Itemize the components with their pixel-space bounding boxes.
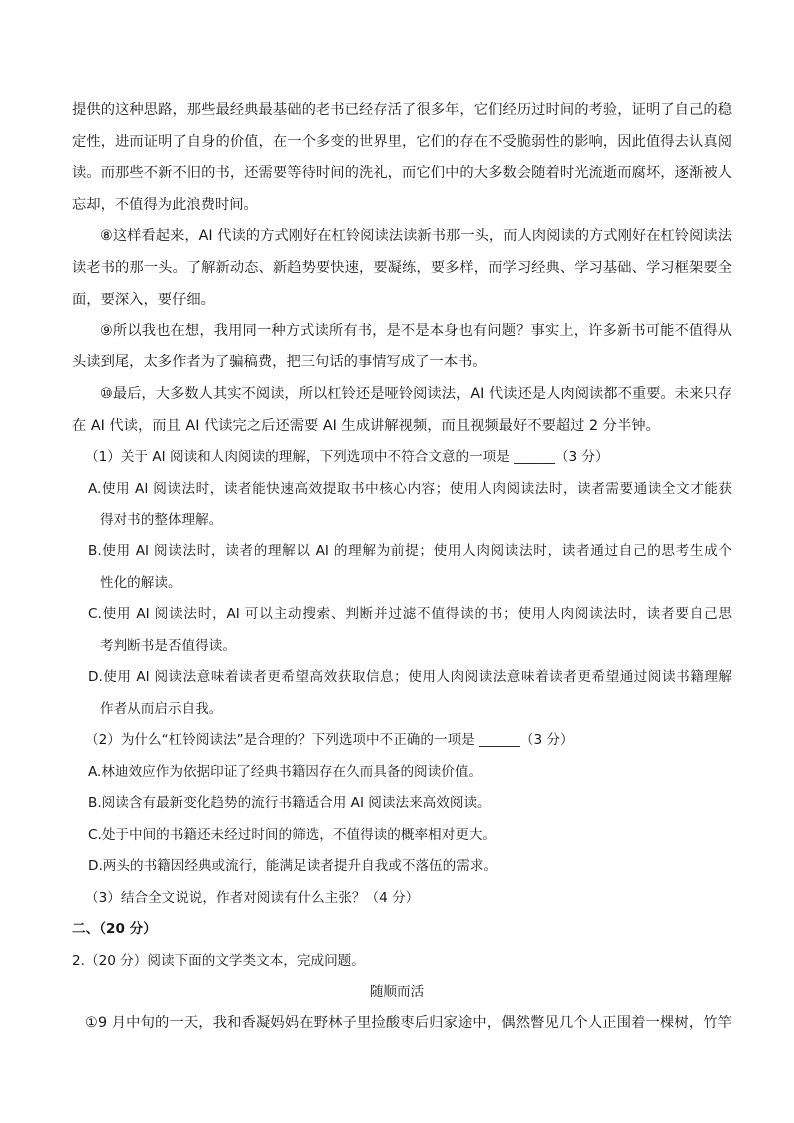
paragraph-line: 读老书的那一头。了解新动态、新趋势要快速，要凝练，要多样，而学习经典、学习基础、学习框架要全 bbox=[72, 260, 732, 276]
paragraph-line: 面，要深入，要仔细。 bbox=[72, 292, 215, 308]
article-paragraph-1: ①9 月中旬的一天，我和香凝妈妈在野林子里捡酸枣后归家途中，偶然瞥见几个人正围着一棵树，竹竿 bbox=[85, 1015, 732, 1031]
q1-option-d-cont: 作者从而启示自我。 bbox=[100, 701, 223, 717]
paragraph-line: 忘却，不值得为此浪费时间。 bbox=[72, 197, 258, 213]
question-3: （3）结合全文说说，作者对阅读有什么主张？（4 分） bbox=[85, 890, 420, 906]
q2-option-a: A.林迪效应作为依据印证了经典书籍因存在久而具备的阅读价值。 bbox=[88, 764, 483, 780]
paragraph-line: 读。而那些不新不旧的书，还需要等待时间的洗礼，而它们中的大多数会随着时光流逝而腐坏，逐渐被人 bbox=[72, 165, 732, 181]
article-title: 随顺而活 bbox=[369, 984, 425, 1000]
paragraph-line: 定性，进而证明了自身的价值，在一个多变的世界里，它们的存在不受脆弱性的影响，因此值得去认真阅 bbox=[72, 134, 732, 150]
q1-option-a: A.使用 AI 阅读法时，读者能快速高效提取书中核心内容；使用人肉阅读法时，读者需要通读全文才能获 bbox=[88, 481, 732, 497]
paragraph-9-line: ⑨所以我也在想，我用同一种方式读所有书，是不是本身也有问题？事实上，许多新书可能不值得从 bbox=[100, 323, 732, 339]
q1-option-b-cont: 性化的解读。 bbox=[100, 575, 182, 591]
q1-option-c-cont: 考判断书是否值得读。 bbox=[100, 638, 236, 654]
section-heading: 二、（20 分） bbox=[72, 921, 157, 937]
q2-option-c: C.处于中间的书籍还未经过时间的筛选，不值得读的概率相对更大。 bbox=[88, 827, 497, 843]
question-2: （2）为什么“杠铃阅读法”是合理的？下列选项中不正确的一项是 ______（3 分） bbox=[85, 732, 574, 748]
q2-option-d: D.两头的书籍因经典或流行，能满足读者提升自我或不落伍的需求。 bbox=[88, 858, 498, 874]
question-1: （1）关于 AI 阅读和人肉阅读的理解，下列选项中不符合文意的一项是 ______（3 分） bbox=[85, 449, 609, 465]
paragraph-line: 头读到尾，太多作者为了骗稿费，把三句话的事情写成了一本书。 bbox=[72, 354, 487, 370]
q2-option-b: B.阅读含有最新变化趋势的流行书籍适合用 AI 阅读法来高效阅读。 bbox=[88, 795, 491, 811]
q1-option-d: D.使用 AI 阅读法意味着读者更希望高效获取信息；使用人肉阅读法意味着读者更希望通过阅读书籍理解 bbox=[88, 669, 732, 685]
question-2-heading: 2.（20 分）阅读下面的文学类文本，完成问题。 bbox=[72, 953, 365, 969]
q1-option-a-cont: 得对书的整体理解。 bbox=[100, 512, 223, 528]
q1-option-b: B.使用 AI 阅读法时，读者的理解以 AI 的理解为前提；使用人肉阅读法时，读者通过自己的思考生成个 bbox=[88, 543, 732, 559]
paragraph-8-line: ⑧这样看起来，AI 代读的方式刚好在杠铃阅读法读新书那一头，而人肉阅读的方式刚好在杠铃阅读法 bbox=[100, 228, 732, 244]
paragraph-10-line: ⑩最后，大多数人其实不阅读，所以杠铃还是哑铃阅读法，AI 代读还是人肉阅读都不重要。未来只存 bbox=[100, 386, 732, 402]
paragraph-line: 提供的这种思路，那些最经典最基础的老书已经存活了很多年，它们经历过时间的考验，证明了自己的稳 bbox=[72, 102, 732, 118]
paragraph-line: 在 AI 代读，而且 AI 代读完之后还需要 AI 生成讲解视频，而且视频最好不要超过 2 分半钟。 bbox=[72, 418, 660, 434]
q1-option-c: C.使用 AI 阅读法时，AI 可以主动搜索、判断并过滤不值得读的书；使用人肉阅读法时，读者要自己思 bbox=[88, 606, 732, 622]
